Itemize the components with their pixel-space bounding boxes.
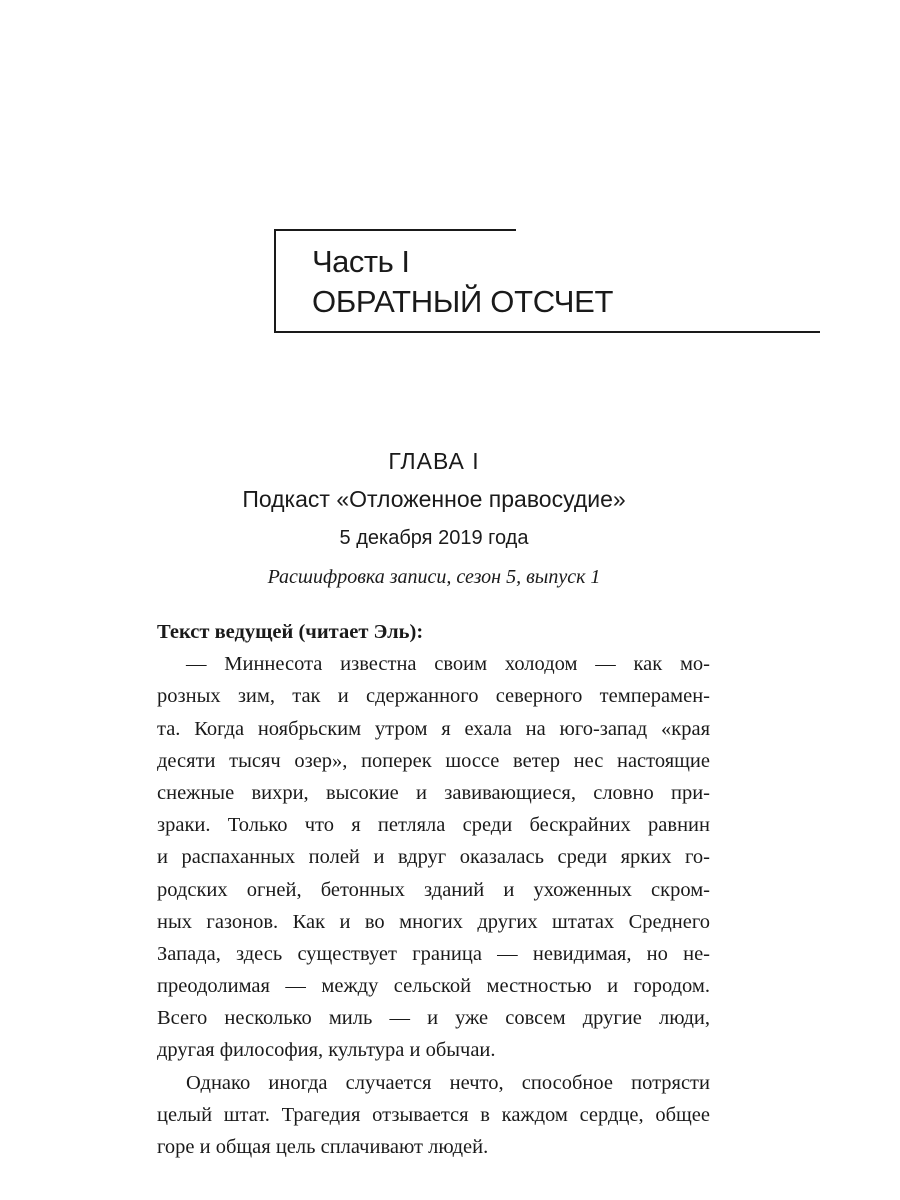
text-line: снежные вихри, высокие и завивающиеся, словно при- — [157, 781, 710, 804]
chapter-label: ГЛАВА I — [388, 448, 480, 474]
text-line: Однако иногда случается нечто, способное потрясти — [186, 1071, 710, 1094]
chapter-date: 5 декабря 2019 года — [339, 527, 529, 549]
text-line: родских огней, бетонных зданий и ухоженных скром- — [157, 878, 710, 901]
frame-top-rule — [274, 229, 516, 231]
text-line: и распаханных полей и вдруг оказалась среди ярких го- — [157, 846, 710, 869]
text-line: десяти тысяч озер», поперек шоссе ветер нес настоящие — [157, 749, 710, 772]
frame-left-rule — [274, 229, 276, 333]
chapter-title: Подкаст «Отложенное правосудие» — [242, 486, 626, 512]
body-text — [157, 616, 710, 1163]
text-line: — Миннесота известна своим холодом — как мо- — [186, 653, 710, 676]
text-line: Запада, здесь существует граница — невидимая, но не- — [157, 942, 710, 965]
text-line: горе и общая цель сплачивают людей. — [157, 1136, 489, 1158]
text-line: розных зим, так и сдержанного северного темперамен- — [157, 685, 710, 708]
text-line: целый штат. Трагедия отзывается в каждом сердце, общее — [157, 1103, 710, 1126]
text-line: ных газонов. Как и во многих других штатах Среднего — [157, 910, 710, 933]
text-line: Всего несколько миль — и уже совсем другие люди, — [157, 1007, 710, 1030]
text-line: преодолимая — между сельской местностью и городом. — [157, 975, 710, 998]
chapter-subtitle: Расшифровка записи, сезон 5, выпуск 1 — [267, 566, 601, 588]
text-line: та. Когда ноябрьским утром я ехала на юго-запад «края — [157, 717, 710, 740]
part-label: Часть I — [312, 244, 410, 279]
text-line: зраки. Только что я петляла среди бескрайних равнин — [157, 814, 710, 837]
text-line: другая философия, культура и обычаи. — [157, 1039, 496, 1062]
speaker-heading: Текст ведущей (читает Эль): — [157, 621, 424, 643]
frame-bottom-rule — [274, 331, 820, 333]
part-title: ОБРАТНЫЙ ОТСЧЕТ — [312, 284, 614, 319]
